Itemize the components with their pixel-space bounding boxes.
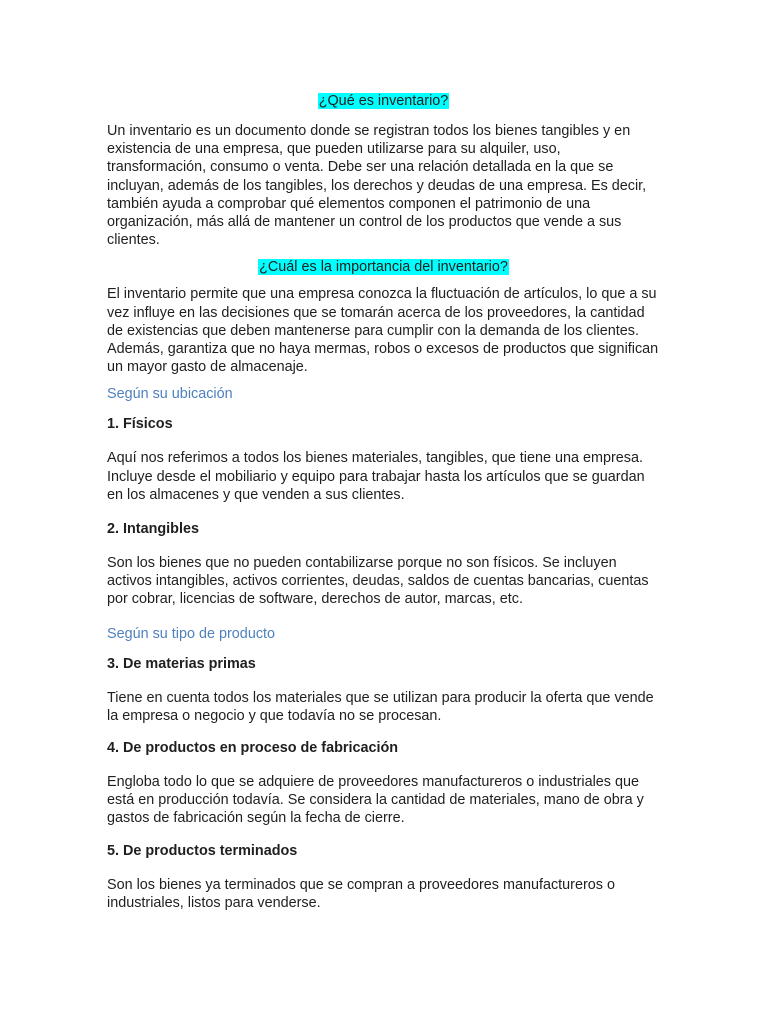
heading-highlight: ¿Qué es inventario? bbox=[318, 93, 449, 109]
paragraph-definition: Un inventario es un documento donde se registran todos los bienes tangibles y en existencia de una empresa, que pueden utilizarse para su alquiler, uso, transformación, consumo o venta. Debe ser una relación detallada en la que se incluyan, además de los tangibles, los derechos y deudas de una empresa. Es decir, también ayuda a comprobar qué elementos componen el patrimonio de una organización, más allá de mantener un control de los productos que vende a sus clientes. bbox=[107, 123, 647, 249]
item-title-finished-goods: 5. De productos terminados bbox=[107, 842, 298, 859]
heading-what-is-inventory bbox=[107, 92, 660, 110]
item-title-intangible: 2. Intangibles bbox=[107, 521, 199, 538]
section-by-product-type: Según su tipo de producto bbox=[107, 625, 276, 642]
item-title-physical: 1. Físicos bbox=[107, 416, 173, 433]
item-text-raw-materials: Tiene en cuenta todos los materiales que se utilizan para producir la oferta que vende la empresa o negocio y que todavía no se procesan. bbox=[107, 689, 654, 724]
heading-highlight: ¿Cuál es la importancia del inventario? bbox=[259, 259, 508, 276]
item-title-raw-materials: 3. De materias primas bbox=[107, 655, 256, 672]
heading-importance bbox=[107, 258, 660, 276]
item-text-work-in-process: Engloba todo lo que se adquiere de proveedores manufactureros o industriales que está en producción todavía. Se considera la cantidad de materiales, mano de obra y gastos de fabricación según la fecha de cierre. bbox=[107, 774, 644, 827]
item-text-finished-goods: Son los bienes ya terminados que se compran a proveedores manufactureros o industriales, listos para venderse. bbox=[107, 876, 615, 911]
item-text-intangible: Son los bienes que no pueden contabilizarse porque no son físicos. Se incluyen activos intangibles, activos corrientes, deudas, saldos de cuentas bancarias, cuentas por cobrar, licencias de software, derechos de autor, marcas, etc. bbox=[107, 555, 649, 608]
item-title-work-in-process: 4. De productos en proceso de fabricación bbox=[107, 740, 399, 757]
item-text-physical: Aquí nos referimos a todos los bienes materiales, tangibles, que tiene una empresa. Incluye desde el mobiliario y equipo para trabajar hasta los artículos que se guardan en los almacenes y que venden a sus clientes. bbox=[107, 450, 645, 503]
paragraph-importance: El inventario permite que una empresa conozca la fluctuación de artículos, lo que a su vez influye en las decisiones que se tomarán acerca de los proveedores, la cantidad de existencias que deben mantenerse para cumplir con la demanda de los clientes. Además, garantiza que no haya mermas, robos o excesos de productos que significan un mayor gasto de almacenaje. bbox=[107, 286, 659, 376]
section-by-location: Según su ubicación bbox=[107, 386, 233, 403]
